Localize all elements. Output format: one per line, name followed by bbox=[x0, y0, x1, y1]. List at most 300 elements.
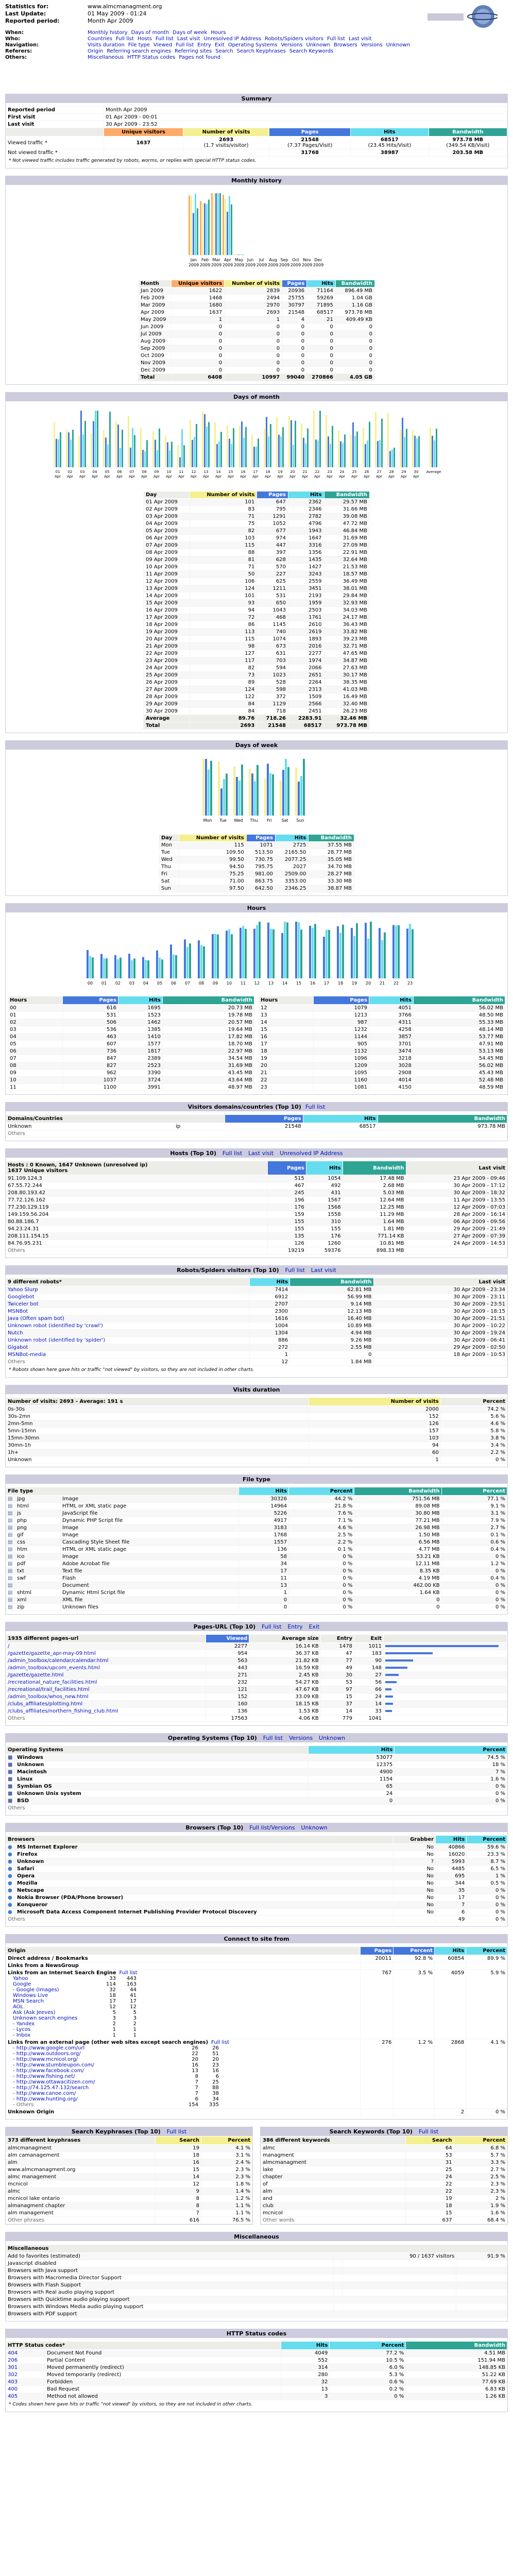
others-cell bbox=[373, 1359, 507, 1366]
referring-site-link[interactable]: - http://www.facebook.com/ bbox=[13, 2068, 84, 2074]
value-cell: 1037 bbox=[63, 1077, 118, 1084]
table-row bbox=[159, 856, 354, 863]
filetype-cell: js bbox=[15, 1510, 61, 1517]
nav-link[interactable]: Viewed bbox=[153, 42, 173, 48]
value-cell: 11 Apr 2009 - 13:55 bbox=[406, 1197, 507, 1204]
value-cell: 89.08 MB bbox=[354, 1503, 441, 1510]
search-engine-link[interactable]: MSN Search bbox=[13, 1998, 44, 2004]
nav-link[interactable]: Full list bbox=[176, 42, 194, 48]
origin-external-label: Links from an external page (other web sites except search engines) bbox=[8, 2040, 209, 2045]
file-icon: ▤ bbox=[8, 1568, 13, 1574]
month-cell: Apr 2009 bbox=[139, 309, 172, 316]
search-engine-link[interactable]: Yahoo bbox=[13, 1976, 28, 1981]
others-cell bbox=[384, 1715, 507, 1722]
referring-site-link[interactable]: - http://www.outdoors.org/ bbox=[13, 2051, 81, 2057]
file-icon-cell bbox=[6, 1604, 15, 1611]
search-engine-link[interactable]: AOL bbox=[13, 2004, 24, 2010]
nav-link[interactable]: Exit bbox=[214, 42, 225, 48]
page-view-bar bbox=[385, 1710, 392, 1712]
value-cell: No bbox=[393, 1902, 435, 1909]
weekday-bar bbox=[226, 774, 228, 816]
column-header: Browsers bbox=[6, 1836, 394, 1844]
value-cell: 2559 bbox=[288, 578, 324, 585]
value-cell bbox=[456, 2282, 507, 2289]
nav-link[interactable]: Monthly history bbox=[88, 30, 128, 36]
file-icon-cell bbox=[6, 1575, 15, 1582]
others-row bbox=[6, 1805, 507, 1812]
hour-cell: 20 bbox=[259, 1062, 314, 1070]
column-header: Bandwidth bbox=[324, 492, 369, 499]
nav-links bbox=[88, 55, 508, 61]
file-icon-cell bbox=[6, 1582, 15, 1589]
search-engine-hits: 1 bbox=[133, 2027, 136, 2032]
total-cell: 270866 bbox=[307, 374, 336, 381]
referring-site-link[interactable]: - http://www.ottawacitizen.com/ bbox=[13, 2079, 95, 2085]
day-bar bbox=[214, 422, 216, 467]
nav-link[interactable]: File type bbox=[128, 42, 150, 48]
value-cell: 10.81 MB bbox=[343, 1240, 406, 1247]
status-code-link[interactable]: 302 bbox=[8, 2372, 18, 2378]
value-cell: 771.14 KB bbox=[343, 1233, 406, 1240]
robot-link[interactable]: MSNBot bbox=[8, 1309, 28, 1314]
day-cell: 20 Apr 2009 bbox=[144, 636, 190, 643]
value-cell: 1.8 % bbox=[201, 2181, 252, 2188]
table-row bbox=[6, 1218, 507, 1226]
host-cell: 208.80.193.42 bbox=[6, 1190, 268, 1197]
value-cell: 0 bbox=[225, 324, 282, 331]
nav-link[interactable]: Full list bbox=[115, 36, 134, 42]
value-cell: 570 bbox=[257, 564, 288, 571]
origin-external-full-list-link[interactable]: Full list bbox=[211, 2040, 229, 2045]
value-cell: 1637 bbox=[171, 309, 224, 316]
value-cell: 53 bbox=[320, 1679, 354, 1686]
status-code-link[interactable]: 400 bbox=[8, 2386, 18, 2392]
value-cell: 1.2 % bbox=[441, 1561, 507, 1568]
nav-link[interactable]: Operating Systems bbox=[228, 42, 278, 48]
nav-link[interactable]: Search Keyphrases bbox=[236, 48, 286, 54]
os-name: Unknown bbox=[17, 1762, 44, 1768]
search-engine-list bbox=[8, 1976, 358, 2038]
robot-link[interactable]: Nutch bbox=[8, 1330, 23, 1336]
day-bar bbox=[216, 444, 218, 467]
table-row bbox=[6, 2159, 252, 2166]
duration-range-cell: 30s-2mn bbox=[6, 1413, 309, 1420]
day-cell: 25 Apr 2009 bbox=[144, 672, 190, 679]
filetype-cell: jpg bbox=[15, 1496, 61, 1503]
pages-full-list-link[interactable]: Full list bbox=[262, 1623, 282, 1630]
value-cell: 1232 bbox=[314, 1026, 369, 1033]
value-cell: 8.7 % bbox=[467, 1858, 507, 1866]
value-cell: 33.30 MB bbox=[309, 878, 354, 885]
value-cell: 31 bbox=[406, 2159, 454, 2166]
table-row bbox=[8, 1019, 254, 1026]
value-cell: 84 bbox=[190, 708, 257, 715]
nav-link[interactable]: Unknown bbox=[386, 42, 411, 48]
search-engine-link[interactable]: - Yandex bbox=[13, 2021, 35, 2027]
value-cell: 0.4 % bbox=[441, 1575, 507, 1582]
table-row bbox=[6, 1582, 507, 1589]
nav-link[interactable]: Search Keywords bbox=[289, 48, 334, 54]
table-row bbox=[6, 2350, 507, 2357]
monthly-year-label: 2009 bbox=[245, 263, 256, 267]
referring-site-others: - Others bbox=[13, 2102, 34, 2108]
browsers-full-list-link[interactable]: Full list/Versions bbox=[249, 1824, 295, 1831]
kp-full-list-link[interactable]: Full list bbox=[166, 2128, 187, 2135]
value-cell: 15 bbox=[320, 1693, 354, 1701]
browser-name-cell bbox=[15, 1851, 394, 1858]
referring-site-link[interactable]: - http://www.google.com/url bbox=[13, 2045, 85, 2051]
table-row bbox=[6, 1420, 507, 1428]
day-month-label: Apr bbox=[363, 474, 370, 479]
value-cell: 54.45 MB bbox=[413, 1055, 505, 1062]
day-bar bbox=[282, 427, 284, 467]
keyword-cell: almcmanagment bbox=[261, 2159, 406, 2166]
robot-link[interactable]: MSNBot-media bbox=[8, 1352, 46, 1358]
file-icon: ▤ bbox=[8, 1525, 13, 1531]
referring-site-item bbox=[8, 2102, 358, 2108]
file-icon-cell bbox=[6, 1546, 15, 1553]
nav-link[interactable]: Search bbox=[215, 48, 233, 54]
value-cell: 1 bbox=[309, 1456, 440, 1464]
nav-link[interactable]: Last visit bbox=[177, 36, 200, 42]
os-full-list-link[interactable]: Full list bbox=[263, 1735, 283, 1741]
value-cell: 34.70 MB bbox=[309, 863, 354, 871]
os-versions-link[interactable]: Versions bbox=[289, 1735, 313, 1741]
keyword-cell: alm bbox=[6, 2159, 156, 2166]
nav-link[interactable]: Miscellaneous bbox=[88, 55, 124, 60]
status-code-link[interactable]: 403 bbox=[8, 2379, 18, 2385]
nav-link[interactable]: Versions bbox=[281, 42, 303, 48]
search-engine-link[interactable]: - Inbox bbox=[13, 2032, 31, 2038]
value-cell: 1011 bbox=[354, 1643, 384, 1650]
keyword-cell: almcmanagment bbox=[6, 2145, 156, 2152]
day-bar bbox=[414, 436, 416, 467]
browsers-unknown-link[interactable]: Unknown bbox=[301, 1824, 328, 1831]
nav-link[interactable]: Unresolved IP Address bbox=[203, 36, 261, 42]
status-desc-cell: Forbidden bbox=[45, 2379, 281, 2386]
day-bar bbox=[194, 437, 195, 467]
value-cell: 677 bbox=[257, 528, 288, 535]
value-cell bbox=[342, 2311, 456, 2318]
monthly-month-label: Mar bbox=[212, 258, 220, 262]
value-cell: 56.99 MB bbox=[290, 1294, 373, 1301]
value-cell: 552 bbox=[281, 2357, 330, 2364]
nav-link[interactable]: Pages not found bbox=[179, 55, 221, 60]
hosts-last-visit-link[interactable]: Last visit bbox=[248, 1150, 274, 1157]
average-cell: Average bbox=[144, 715, 190, 722]
value-cell: 1.81 MB bbox=[343, 1226, 406, 1233]
host-cell: 84.76.95.231 bbox=[6, 1240, 268, 1247]
hour-bar bbox=[226, 930, 228, 978]
host-cell: 208.111.154.15 bbox=[6, 1233, 268, 1240]
hour-label: 02 bbox=[115, 981, 121, 986]
page-url-link[interactable]: /gazette/gazette_apr-may-09.html bbox=[8, 1651, 96, 1656]
day-cell: 16 Apr 2009 bbox=[144, 607, 190, 614]
value-cell: 0 bbox=[307, 352, 336, 360]
value-cell: 16 bbox=[155, 2159, 201, 2166]
column-header: Bandwidth bbox=[335, 280, 374, 287]
search-engine-link[interactable]: Windows Live bbox=[13, 1993, 48, 1998]
value-cell: 0 bbox=[282, 367, 307, 374]
nav-link[interactable]: Last visit bbox=[348, 36, 372, 42]
search-engine-link[interactable]: Ask (Ask Jeeves) bbox=[13, 2010, 56, 2015]
page-header bbox=[5, 3, 508, 87]
value-cell: 36.43 MB bbox=[324, 621, 369, 629]
nav-link[interactable]: Days of month bbox=[131, 30, 169, 36]
page-url-link[interactable]: / bbox=[8, 1643, 10, 1649]
countries-title: Visitors domains/countries (Top 10) bbox=[187, 1104, 301, 1110]
total-cell: 10997 bbox=[225, 374, 282, 381]
total-cell: 2693 bbox=[190, 722, 257, 730]
value-cell bbox=[334, 2282, 342, 2289]
table-row bbox=[259, 1070, 505, 1077]
table-row bbox=[261, 2174, 507, 2181]
column-header: Last visit bbox=[406, 1161, 507, 1175]
browser-icon: ● bbox=[8, 1880, 12, 1886]
robot-link[interactable]: Unknown robot (identified by 'spider') bbox=[8, 1337, 106, 1343]
nav-link[interactable]: Versions bbox=[361, 42, 383, 48]
day-bar bbox=[56, 439, 57, 467]
value-cell: 536 bbox=[63, 1026, 118, 1033]
os-unknown-link[interactable]: Unknown bbox=[319, 1735, 346, 1741]
nav-link[interactable]: HTTP Status codes bbox=[127, 55, 176, 60]
page-url-link[interactable]: /admin_toolbox/whos_new.html bbox=[8, 1694, 89, 1700]
monthly-bar bbox=[193, 213, 194, 255]
day-bar bbox=[239, 426, 241, 467]
browser-name: Safari bbox=[17, 1866, 35, 1872]
page-url-link[interactable]: /clubs_affiliates/northern_fishing_club.html bbox=[8, 1708, 118, 1714]
table-row bbox=[144, 535, 370, 542]
status-code-link[interactable]: 301 bbox=[8, 2365, 18, 2370]
value-cell: 30.17 MB bbox=[324, 672, 369, 679]
viewed-visits-sub: (1.7 visits/visitor) bbox=[203, 143, 249, 148]
robot-link[interactable]: Twiceler bot bbox=[8, 1301, 39, 1307]
table-row bbox=[6, 2296, 507, 2303]
value-cell: 4.1 % bbox=[466, 2039, 507, 2109]
value-cell: 280 bbox=[281, 2371, 330, 2379]
day-label: 20 bbox=[290, 470, 295, 474]
table-row bbox=[6, 1909, 507, 1916]
hour-label: 20 bbox=[365, 981, 371, 986]
page-url-link[interactable]: /admin_toolbox/calendar/calendar.html bbox=[8, 1658, 109, 1664]
value-cell: 468 bbox=[257, 614, 288, 621]
hour-cell: 23 bbox=[259, 1084, 314, 1091]
hosts-full-list-link[interactable]: Full list bbox=[222, 1150, 243, 1157]
robot-link[interactable]: Gigabot bbox=[8, 1345, 28, 1350]
value-cell: 1577 bbox=[118, 1041, 163, 1048]
value-cell: 2165.50 bbox=[275, 849, 308, 856]
value-cell: No bbox=[393, 1866, 435, 1873]
search-engine-link[interactable]: - Google (Images) bbox=[13, 1987, 59, 1993]
nav-link[interactable]: Unknown bbox=[306, 42, 330, 48]
search-engine-link[interactable]: - Lycos bbox=[13, 2027, 31, 2032]
value-cell: 827 bbox=[63, 1062, 118, 1070]
value-cell: 616 bbox=[63, 1005, 118, 1012]
day-bar bbox=[157, 450, 158, 467]
value-cell: 1.6 % bbox=[395, 1776, 507, 1783]
referring-site-hits: 34 bbox=[212, 2096, 219, 2102]
nav-link[interactable]: Countries bbox=[88, 36, 112, 42]
day-bar bbox=[400, 430, 401, 467]
robot-link-cell bbox=[6, 1323, 250, 1330]
value-cell: 6 bbox=[436, 1909, 467, 1916]
robot-link[interactable]: Yahoo Slurp bbox=[8, 1287, 38, 1293]
nav-link[interactable]: Visits duration bbox=[88, 42, 125, 48]
column-header: Viewed bbox=[206, 1635, 249, 1643]
table-row bbox=[259, 1026, 505, 1033]
referring-site-link[interactable]: - http://74.125.47.132/search bbox=[13, 2085, 89, 2091]
origin-external-label-cell bbox=[6, 2039, 361, 2109]
viewed-pages-sub: (7.37 Pages/Visit) bbox=[287, 143, 333, 148]
status-code-link-cell bbox=[6, 2371, 45, 2379]
hour-bar bbox=[367, 939, 369, 978]
value-cell: 126 bbox=[309, 1420, 440, 1428]
hour-label: 16 bbox=[310, 981, 316, 986]
referring-site-link[interactable]: - http://www.mcnicol.org/ bbox=[13, 2057, 78, 2062]
status-code-link[interactable]: 206 bbox=[8, 2358, 18, 2363]
day-label: 16 bbox=[241, 470, 246, 474]
search-engine-pages: 17 bbox=[109, 1998, 116, 2004]
referring-site-link[interactable]: - http://www.fishing.net/ bbox=[13, 2074, 75, 2079]
day-label: 13 bbox=[203, 470, 209, 474]
referring-site-link[interactable]: - http://www.stumbleupon.com/ bbox=[13, 2062, 94, 2068]
hosts-unresolved-link[interactable]: Unresolved IP Address bbox=[280, 1150, 343, 1157]
day-bar bbox=[379, 440, 381, 467]
value-cell: 0 bbox=[354, 1604, 441, 1611]
column-header: Bandwidth bbox=[162, 996, 254, 1005]
nav-link[interactable]: Referring search engines bbox=[107, 48, 171, 54]
origin-search-full-list-link[interactable]: Full list bbox=[119, 1970, 138, 1976]
bar-column-header bbox=[384, 1635, 507, 1643]
referring-site-link[interactable]: - http://www.canoe.com/ bbox=[13, 2091, 76, 2096]
nav-link[interactable]: Hours bbox=[211, 30, 226, 36]
page-url-link[interactable]: /clubs_affiliates/plotting.html bbox=[8, 1701, 83, 1707]
hour-bar bbox=[409, 924, 411, 978]
status-code-link[interactable]: 405 bbox=[8, 2394, 18, 2399]
referring-site-hits: 20 bbox=[212, 2057, 219, 2062]
value-cell: 84 bbox=[190, 701, 257, 708]
value-cell: 0.6 % bbox=[330, 2379, 406, 2386]
day-month-label: Apr bbox=[413, 474, 420, 479]
status-code-link[interactable]: 404 bbox=[8, 2350, 18, 2356]
pages-entry-link[interactable]: Entry bbox=[287, 1623, 303, 1630]
page-url-link[interactable]: /admin_toolbox/upcom_events.html bbox=[8, 1665, 100, 1671]
nav-link[interactable]: Browsers bbox=[333, 42, 357, 48]
column-header: Percent bbox=[467, 1836, 507, 1844]
value-cell: 127 bbox=[190, 650, 257, 657]
table-row bbox=[259, 1041, 505, 1048]
hour-bar bbox=[198, 940, 200, 978]
page-url-link[interactable]: /recreational/trail_facilities.html bbox=[8, 1687, 90, 1692]
table-row bbox=[139, 295, 375, 302]
weekday-bar bbox=[233, 767, 235, 816]
search-engine-link[interactable]: Unknown search engines bbox=[13, 2015, 78, 2021]
nav-link[interactable]: Origin bbox=[88, 48, 104, 54]
value-cell: 30 Apr 2009 - 10:22 bbox=[373, 1323, 507, 1330]
hour-bar bbox=[170, 944, 172, 978]
value-cell: 2523 bbox=[118, 1062, 163, 1070]
value-cell: 71 bbox=[190, 513, 257, 520]
monthly-bar bbox=[197, 208, 198, 255]
referring-site-link[interactable]: - http://www.hunting.org/ bbox=[13, 2096, 78, 2102]
table-row bbox=[6, 2357, 507, 2364]
nav-link[interactable]: Full list bbox=[155, 36, 174, 42]
day-month-label: Apr bbox=[338, 474, 346, 479]
hour-cell: 04 bbox=[8, 1033, 63, 1041]
search-engine-link[interactable]: Google bbox=[13, 1981, 31, 1987]
weekday-cell: Tue bbox=[159, 849, 179, 856]
robots-full-list-link[interactable]: Full list bbox=[285, 1267, 305, 1274]
value-cell bbox=[342, 2303, 456, 2311]
days-chart bbox=[45, 404, 468, 487]
table-row bbox=[139, 302, 375, 309]
robot-link[interactable]: Unknown robot (identified by 'crawl') bbox=[8, 1323, 103, 1329]
day-bar bbox=[58, 439, 59, 467]
table-row bbox=[144, 650, 370, 657]
page-url-link[interactable]: /recreational_nature_facilities.html bbox=[8, 1680, 97, 1685]
value-cell: 0 bbox=[282, 331, 307, 338]
value-cell: 5.9 % bbox=[466, 1970, 507, 2039]
column-header: Pages bbox=[314, 996, 369, 1005]
value-cell bbox=[456, 2289, 507, 2296]
weekday-label: Wed bbox=[234, 818, 243, 823]
pages-exit-link[interactable]: Exit bbox=[309, 1623, 320, 1630]
robots-last-visit-link[interactable]: Last visit bbox=[311, 1267, 336, 1274]
value-cell: 53077 bbox=[308, 1754, 395, 1761]
table-row bbox=[6, 1197, 507, 1204]
day-bar bbox=[330, 444, 331, 467]
day-bar bbox=[103, 431, 105, 467]
nav-link[interactable]: Referring sites bbox=[174, 48, 212, 54]
table-header-row bbox=[6, 1836, 507, 1844]
column-header: Origin bbox=[6, 1947, 361, 1955]
average-bar bbox=[432, 436, 433, 467]
value-cell: 0 bbox=[225, 367, 282, 374]
robots-title: Robots/Spiders visitors (Top 10) bbox=[177, 1267, 279, 1274]
robot-link[interactable]: Googlebot bbox=[8, 1294, 35, 1300]
value-cell: 1509 bbox=[288, 693, 324, 701]
weekday-bar bbox=[241, 765, 243, 816]
countries-full-list-link[interactable]: Full list bbox=[305, 1104, 326, 1110]
value-cell: 21.8 % bbox=[289, 1503, 354, 1510]
countries-section bbox=[5, 1102, 508, 1141]
value-cell: 2.3 % bbox=[201, 2174, 252, 2181]
nav-link[interactable]: Days of week bbox=[173, 30, 208, 36]
filetype-cell: XML file bbox=[60, 1597, 238, 1604]
nav-link[interactable]: Entry bbox=[197, 42, 211, 48]
day-bar bbox=[326, 415, 327, 467]
day-bar bbox=[78, 436, 80, 467]
kw-full-list-link[interactable]: Full list bbox=[418, 2128, 439, 2135]
filetype-cell: Flash bbox=[60, 1575, 238, 1582]
value-cell: 9 bbox=[155, 2188, 201, 2195]
file-icon-cell bbox=[6, 1597, 15, 1604]
page-bar-cell bbox=[384, 1650, 507, 1657]
value-cell: 1943 bbox=[288, 528, 324, 535]
robot-link[interactable]: Java (Often spam bot) bbox=[8, 1316, 64, 1321]
os-name-cell bbox=[15, 1783, 309, 1790]
origin-news-row bbox=[6, 1962, 507, 1970]
value-cell: 24.17 MB bbox=[324, 614, 369, 621]
value-cell: 32.71 MB bbox=[324, 643, 369, 650]
nav-link[interactable]: Full list bbox=[327, 36, 345, 42]
column-header: Pages bbox=[268, 1161, 306, 1175]
page-url-link-cell bbox=[6, 1701, 206, 1708]
nav-link[interactable]: Hosts bbox=[137, 36, 152, 42]
value-cell: 2494 bbox=[225, 295, 282, 302]
page-url-link[interactable]: /gazette/gazette.html bbox=[8, 1672, 64, 1678]
nav-link[interactable]: Robots/Spiders visitors bbox=[264, 36, 323, 42]
